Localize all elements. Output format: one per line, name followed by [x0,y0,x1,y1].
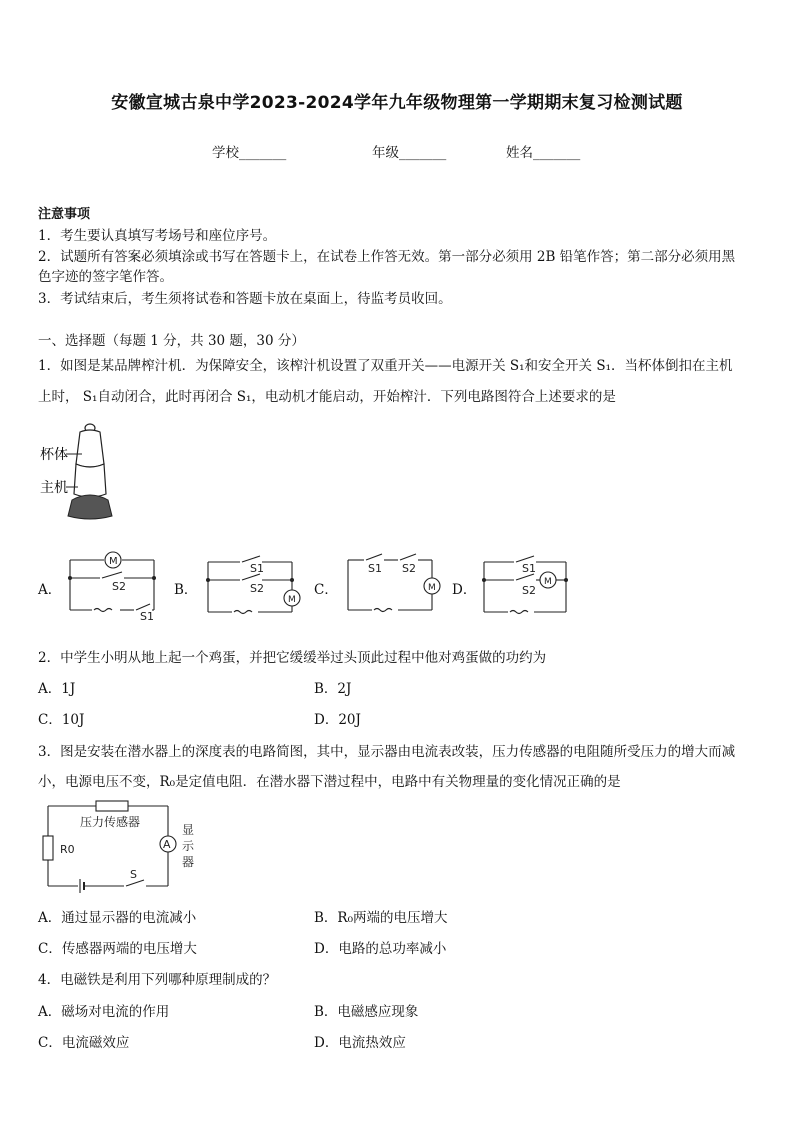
display-label-2: 示 [182,839,195,853]
display-label-3: 器 [182,855,195,869]
q2-option-a: A．1J [38,681,76,697]
s2-b: S2 [250,582,264,595]
q2-option-b: B．2J [314,681,352,697]
q3-stem-line1: 3．图是安装在潜水器上的深度表的电路简图，其中，显示器由电流表改装，压力传感器的电阻随所受压力的增大而减 [38,744,736,760]
notice-heading: 注意事项 [38,207,91,222]
q2-option-c: C．10J [38,712,85,728]
notice-item-3: 3．考试结束后，考生须将试卷和答题卡放在桌面上，待监考员收回。 [38,291,452,307]
base-label: 主机 [40,480,68,496]
section-heading: 一、选择题（每题 1 分，共 30 题，30 分） [38,333,305,349]
motor-b: M [288,595,296,605]
q4-option-d: D．电流热效应 [314,1035,406,1051]
q3-option-d: D．电路的总功率减小 [314,941,447,957]
page-title: 安徽宣城古泉中学2023-2024学年九年级物理第一学期期末复习检测试题 [111,93,683,113]
q1-circuit-b [202,548,302,622]
school-field: 学校_______ [212,145,287,161]
q4-option-a: A．磁场对电流的作用 [38,1004,170,1020]
q2-option-d: D．20J [314,712,361,728]
q1-option-c-label: C． [314,582,338,598]
s2-d: S2 [522,584,536,597]
display-label-1: 显 [182,823,195,837]
s2-c: S2 [402,562,416,575]
q2-stem: 2．中学生小明从地上起一个鸡蛋，并把它缓缓举过头顶此过程中他对鸡蛋做的功约为 [38,650,547,666]
motor-d: M [544,577,552,587]
ammeter-label: A [163,838,171,851]
notice-item-2: 2．试题所有答案必须填涂或书写在答题卡上，在试卷上作答无效。第一部分必须用 2B 铅笔作答；第二部分必须用黑 [38,249,736,265]
cup-label: 杯体 [40,447,68,463]
switch-label: S [130,868,137,881]
motor-c: M [428,583,436,593]
q1-stem-line1: 1．如图是某品牌榨汁机．为保障安全，该榨汁机设置了双重开关——电源开关 S₁和安全开关 S₁．当杯体倒扣在主机 [38,358,733,374]
q4-option-b: B．电磁感应现象 [314,1004,419,1020]
q1-circuit-c [342,548,446,618]
name-field: 姓名_______ [506,145,581,161]
notice-item-2-cont: 色字迹的签字笔作答。 [38,269,173,285]
depth-meter-circuit [38,796,208,896]
notice-item-1: 1．考生要认真填写考场号和座位序号。 [38,228,277,244]
q1-option-a-label: A． [38,582,62,598]
q3-option-b: B．R₀两端的电压增大 [314,910,448,926]
s1-d: S1 [522,562,536,575]
q1-option-d-label: D． [452,582,477,598]
q4-option-c: C．电流磁效应 [38,1035,130,1051]
q3-option-a: A．通过显示器的电流减小 [38,910,197,926]
q1-circuit-d [478,548,574,622]
q1-stem-line2: 上时， S₁自动闭合，此时再闭合 S₁，电动机才能启动，开始榨汁．下列电路图符合上述要求的是 [38,389,616,405]
q1-circuit-a [64,548,160,622]
s1-c: S1 [368,562,382,575]
motor-a: M [109,556,118,567]
s1-a: S1 [140,610,154,622]
r0-label: R0 [60,843,75,856]
s2-a: S2 [112,580,126,593]
q1-option-b-label: B． [174,582,198,598]
sensor-label: 压力传感器 [80,815,141,829]
q3-stem-line2: 小，电源电压不变，R₀是定值电阻．在潜水器下潜过程中，电路中有关物理量的变化情况正确的是 [38,774,621,790]
q4-stem: 4．电磁铁是利用下列哪种原理制成的？ [38,972,277,988]
s1-b: S1 [250,562,264,575]
grade-field: 年级_______ [372,145,447,161]
q3-option-c: C．传感器两端的电压增大 [38,941,197,957]
juicer-figure [38,420,128,524]
